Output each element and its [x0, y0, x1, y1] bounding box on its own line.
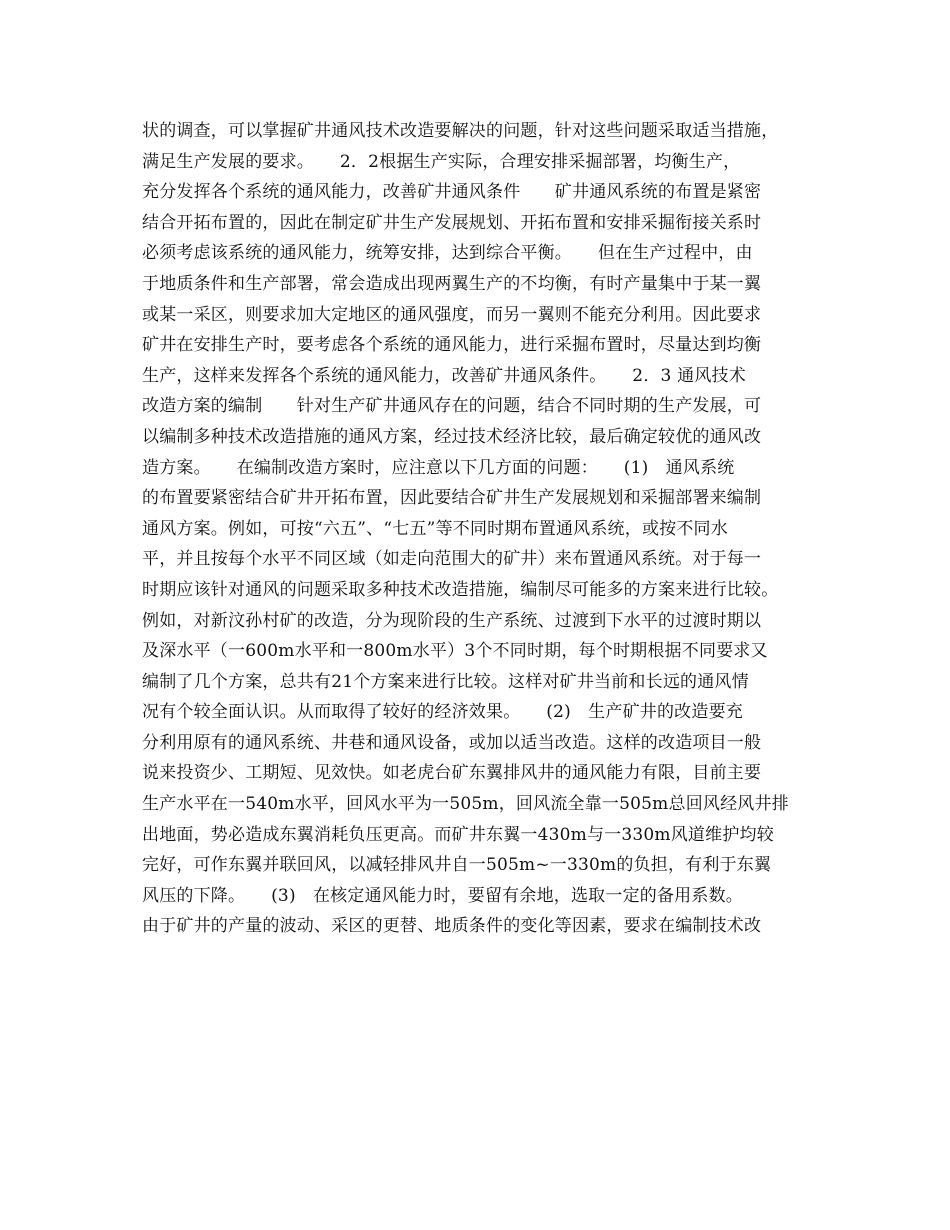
text-line: 状的调查，可以掌握矿井通风技术改造要解决的问题，针对这些问题采取适当措施，	[142, 121, 779, 141]
text-line: 完好，可作东翼并联回风，以减轻排风井自一505m~一330m的负担，有利于东翼	[142, 855, 772, 876]
text-line: 编制了几个方案，总共有21个方案来进行比较。这样对矿井当前和长远的通风情	[142, 671, 749, 692]
text-line: 例如，对新汶孙村矿的改造，分为现阶段的生产系统、过渡到下水平的过渡时期以	[142, 610, 762, 631]
text-line: 风压的下降。 (3) 在核定通风能力时，要留有余地，选取一定的备用系数。	[142, 885, 743, 906]
text-line: 时期应该针对通风的问题采取多种技术改造措施，编制尽可能多的方案来进行比较。	[142, 579, 779, 600]
text-line: 生产水平在一540m水平，回风水平为一505m，回风流全靠一505m总回风经风井排	[142, 794, 789, 815]
text-line: 况有个较全面认识。从而取得了较好的经济效果。 (2) 生产矿井的改造要充	[142, 702, 743, 723]
text-line: 及深水平（一600m水平和一800m水平）3个不同时期，每个时期根据不同要求又	[142, 641, 768, 662]
text-line: 生产，这样来发挥各个系统的通风能力，改善矿井通风条件。 2．3 通风技术	[142, 365, 746, 386]
body-text	[142, 116, 842, 942]
text-line: 满足生产发展的要求。 2．2根据生产实际，合理安排采掘部署，均衡生产，	[142, 151, 741, 172]
text-line: 通风方案。例如，可按“六五”、“七五”等不同时期布置通风系统，或按不同水	[142, 518, 728, 539]
text-line: 以编制多种技术改造措施的通风方案，经过技术经济比较，最后确定较优的通风改	[142, 426, 762, 447]
text-line: 造方案。 在编制改造方案时，应注意以下几方面的问题： (1) 通风系统	[142, 457, 735, 478]
text-line: 的布置要紧密结合矿井开拓布置，因此要结合矿井生产发展规划和采掘部署来编制	[142, 488, 762, 509]
text-line: 充分发挥各个系统的通风能力，改善矿井通风条件 矿井通风系统的布置是紧密	[142, 182, 762, 203]
text-line: 矿井在安排生产时，要考虑各个系统的通风能力，进行采掘布置时，尽量达到均衡	[142, 335, 762, 356]
text-line: 或某一采区，则要求加大定地区的通风强度，而另一翼则不能充分利用。因此要求	[142, 304, 762, 325]
text-line: 分利用原有的通风系统、井巷和通风设备，或加以适当改造。这样的改造项目一般	[142, 732, 762, 753]
text-line: 由于矿井的产量的波动、采区的更替、地质条件的变化等因素，要求在编制技术改	[142, 916, 762, 937]
text-line: 出地面，势必造成东翼消耗负压更高。而矿井东翼一430m与一330m风道维护均较	[142, 824, 774, 845]
text-line: 必须考虑该系统的通风能力，统筹安排，达到综合平衡。 但在生产过程中，由	[142, 243, 753, 264]
text-line: 结合开拓布置的，因此在制定矿井生产发展规划、开拓布置和安排采掘衔接关系时	[142, 212, 762, 233]
text-line: 说来投资少、工期短、见效快。如老虎台矿东翼排风井的通风能力有限，目前主要	[142, 763, 762, 784]
text-line: 平，并且按每个水平不同区域（如走向范围大的矿井）来布置通风系统。对于每一	[142, 549, 762, 570]
text-line: 于地质条件和生产部署，常会造成出现两翼生产的不均衡，有时产量集中于某一翼	[142, 273, 762, 294]
text-line: 改造方案的编制 针对生产矿井通风存在的问题，结合不同时期的生产发展，可	[142, 396, 762, 417]
